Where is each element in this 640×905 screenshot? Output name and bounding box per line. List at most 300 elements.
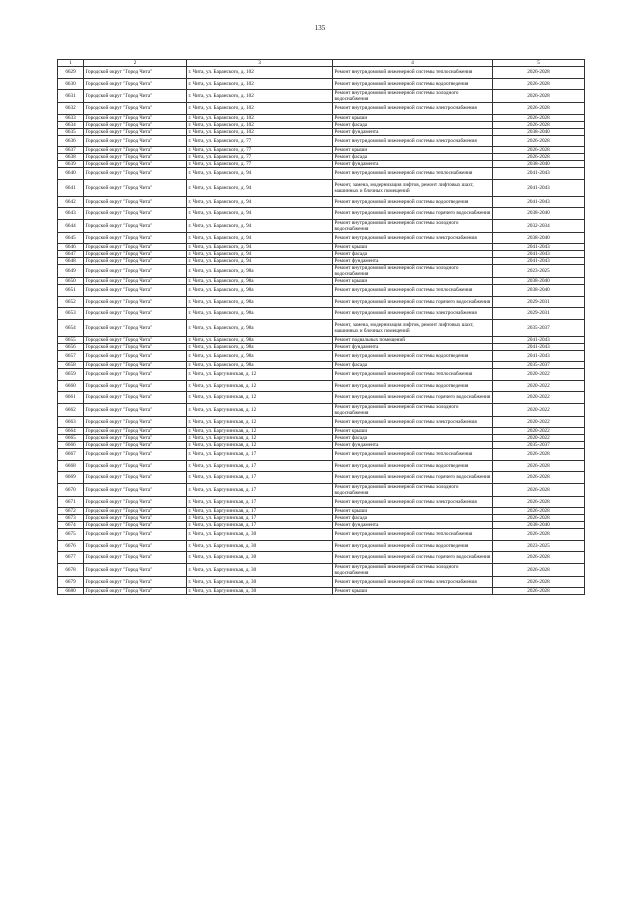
row-number: 6636 — [58, 135, 84, 147]
row-number: 6660 — [58, 380, 84, 392]
header-col-5: 5 — [493, 60, 585, 67]
work-type: Ремонт фасада — [333, 121, 493, 128]
address: г. Чита, ул. Баранского, д. 77 — [187, 147, 333, 154]
period: 2041-2043 — [493, 196, 585, 208]
period: 2026-2028 — [493, 154, 585, 161]
work-type: Ремонт внутридомовой инженерной системы горячего водоснабжения — [333, 208, 493, 220]
period: 2041-2043 — [493, 168, 585, 180]
table-row — [58, 319, 585, 336]
period: 2026-2028 — [493, 460, 585, 472]
address: г. Чита, ул. Баранского, д. 94 — [187, 219, 333, 232]
address: г. Чита, ул. Баранского, д. 98а — [187, 319, 333, 336]
address: г. Чита, ул. Баранского, д. 77 — [187, 154, 333, 161]
municipality: Городской округ "Город Чита" — [84, 540, 187, 552]
work-type: Ремонт внутридомовой инженерной системы холодного водоснабжения — [333, 483, 493, 496]
address: г. Чита, ул. Баранского, д. 94 — [187, 179, 333, 196]
work-type: Ремонт крыши — [333, 428, 493, 435]
period: 2026-2028 — [493, 78, 585, 90]
work-type: Ремонт внутридомовой инженерной системы теплоснабжения — [333, 285, 493, 297]
period: 2026-2028 — [493, 90, 585, 103]
period: 2038-2040 — [493, 208, 585, 220]
address: г. Чита, ул. Баранского, д. 94 — [187, 251, 333, 258]
period: 2020-2022 — [493, 380, 585, 392]
table-row — [58, 208, 585, 220]
period: 2035-2037 — [493, 362, 585, 369]
period: 2026-2028 — [493, 496, 585, 508]
work-type: Ремонт фасада — [333, 251, 493, 258]
table-row — [58, 285, 585, 297]
row-number: 6658 — [58, 362, 84, 369]
address: г. Чита, ул. Баргузинская, д. 30 — [187, 563, 333, 576]
municipality: Городской округ "Город Чита" — [84, 296, 187, 308]
municipality: Городской округ "Город Чита" — [84, 154, 187, 161]
address: г. Чита, ул. Баргузинская, д. 17 — [187, 449, 333, 461]
row-number: 6676 — [58, 540, 84, 552]
municipality: Городской округ "Город Чита" — [84, 496, 187, 508]
work-type: Ремонт внутридомовой инженерной системы горячего водоснабжения — [333, 392, 493, 404]
table-row — [58, 196, 585, 208]
municipality: Городской округ "Город Чита" — [84, 362, 187, 369]
municipality: Городской округ "Город Чита" — [84, 576, 187, 588]
table-row — [58, 403, 585, 416]
municipality: Городской округ "Город Чита" — [84, 90, 187, 103]
row-number: 6671 — [58, 496, 84, 508]
table-row — [58, 336, 585, 343]
row-number: 6631 — [58, 90, 84, 103]
period: 2026-2028 — [493, 552, 585, 564]
period: 2041-2043 — [493, 343, 585, 350]
address: г. Чита, ул. Баргузинская, д. 12 — [187, 392, 333, 404]
period: 2038-2040 — [493, 232, 585, 244]
municipality: Городской округ "Город Чита" — [84, 449, 187, 461]
period: 2038-2040 — [493, 128, 585, 135]
row-number: 6680 — [58, 588, 84, 595]
table-row — [58, 576, 585, 588]
municipality: Городской округ "Город Чита" — [84, 472, 187, 484]
table-row — [58, 442, 585, 449]
row-number: 6674 — [58, 522, 84, 529]
row-number: 6661 — [58, 392, 84, 404]
municipality: Городской округ "Город Чита" — [84, 403, 187, 416]
address: г. Чита, ул. Баранского, д. 98а — [187, 296, 333, 308]
row-number: 6650 — [58, 278, 84, 285]
header-col-4: 4 — [333, 60, 493, 67]
address: г. Чита, ул. Баргузинская, д. 17 — [187, 483, 333, 496]
period: 2020-2022 — [493, 369, 585, 381]
row-number: 6632 — [58, 103, 84, 115]
table-row — [58, 522, 585, 529]
row-number: 6640 — [58, 168, 84, 180]
work-type: Ремонт внутридомовой инженерной системы холодного водоснабжения — [333, 265, 493, 278]
row-number: 6665 — [58, 435, 84, 442]
address: г. Чита, ул. Баранского, д. 102 — [187, 90, 333, 103]
work-type: Ремонт внутридомовой инженерной системы электроснабжения — [333, 416, 493, 428]
municipality: Городской округ "Город Чита" — [84, 121, 187, 128]
address: г. Чита, ул. Баранского, д. 94 — [187, 168, 333, 180]
address: г. Чита, ул. Баргузинская, д. 17 — [187, 460, 333, 472]
address: г. Чита, ул. Баранского, д. 102 — [187, 114, 333, 121]
header-col-1: 1 — [58, 60, 84, 67]
work-type: Ремонт внутридомовой инженерной системы теплоснабжения — [333, 449, 493, 461]
table-row — [58, 121, 585, 128]
municipality: Городской округ "Город Чита" — [84, 114, 187, 121]
period: 2032-2034 — [493, 219, 585, 232]
work-type: Ремонт внутридомовой инженерной системы водоотведения — [333, 460, 493, 472]
table-row — [58, 78, 585, 90]
municipality: Городской округ "Город Чита" — [84, 196, 187, 208]
table-row — [58, 472, 585, 484]
period: 2041-2043 — [493, 258, 585, 265]
period: 2026-2028 — [493, 147, 585, 154]
work-type: Ремонт крыши — [333, 588, 493, 595]
period: 2041-2043 — [493, 179, 585, 196]
period: 2041-2043 — [493, 244, 585, 251]
municipality: Городской округ "Город Чита" — [84, 147, 187, 154]
municipality: Городской округ "Город Чита" — [84, 563, 187, 576]
period: 2026-2028 — [493, 576, 585, 588]
row-number: 6677 — [58, 552, 84, 564]
period: 2026-2028 — [493, 121, 585, 128]
address: г. Чита, ул. Баранского, д. 98а — [187, 350, 333, 362]
work-type: Ремонт подвальных помещений — [333, 336, 493, 343]
work-type: Ремонт внутридомовой инженерной системы горячего водоснабжения — [333, 552, 493, 564]
row-number: 6662 — [58, 403, 84, 416]
period: 2035-2037 — [493, 319, 585, 336]
table-row — [58, 244, 585, 251]
period: 2041-2043 — [493, 336, 585, 343]
address: г. Чита, ул. Баргузинская, д. 30 — [187, 540, 333, 552]
row-number: 6670 — [58, 483, 84, 496]
row-number: 6659 — [58, 369, 84, 381]
address: г. Чита, ул. Баранского, д. 98а — [187, 362, 333, 369]
table-row — [58, 219, 585, 232]
period: 2020-2022 — [493, 428, 585, 435]
municipality: Городской округ "Город Чита" — [84, 416, 187, 428]
work-type: Ремонт внутридомовой инженерной системы теплоснабжения — [333, 369, 493, 381]
table-row — [58, 296, 585, 308]
period: 2020-2022 — [493, 392, 585, 404]
table-row — [58, 460, 585, 472]
work-type: Ремонт внутридомовой инженерной системы электроснабжения — [333, 308, 493, 320]
period: 2026-2028 — [493, 563, 585, 576]
table-row — [58, 168, 585, 180]
table-row — [58, 435, 585, 442]
table-row — [58, 563, 585, 576]
table-row — [58, 278, 585, 285]
table-row — [58, 380, 585, 392]
row-number: 6642 — [58, 196, 84, 208]
period: 2038-2040 — [493, 522, 585, 529]
header-col-3: 3 — [187, 60, 333, 67]
municipality: Городской округ "Город Чита" — [84, 336, 187, 343]
row-number: 6647 — [58, 251, 84, 258]
row-number: 6672 — [58, 508, 84, 515]
table-row — [58, 515, 585, 522]
row-number: 6641 — [58, 179, 84, 196]
work-type: Ремонт внутридомовой инженерной системы водоотведения — [333, 380, 493, 392]
table-row — [58, 508, 585, 515]
work-type: Ремонт крыши — [333, 244, 493, 251]
row-number: 6639 — [58, 161, 84, 168]
municipality: Городской округ "Город Чита" — [84, 380, 187, 392]
municipality: Городской округ "Город Чита" — [84, 392, 187, 404]
municipality: Городской округ "Город Чита" — [84, 343, 187, 350]
period: 2041-2043 — [493, 251, 585, 258]
row-number: 6663 — [58, 416, 84, 428]
row-number: 6629 — [58, 67, 84, 79]
work-type: Ремонт фасада — [333, 362, 493, 369]
work-type: Ремонт внутридомовой инженерной системы холодного водоснабжения — [333, 403, 493, 416]
address: г. Чита, ул. Баргузинская, д. 12 — [187, 428, 333, 435]
row-number: 6646 — [58, 244, 84, 251]
address: г. Чита, ул. Баранского, д. 98а — [187, 278, 333, 285]
row-number: 6649 — [58, 265, 84, 278]
repair-schedule-table — [57, 59, 585, 595]
municipality: Городской округ "Город Чита" — [84, 460, 187, 472]
period: 2038-2040 — [493, 278, 585, 285]
municipality: Городской округ "Город Чита" — [84, 251, 187, 258]
period: 2026-2028 — [493, 515, 585, 522]
work-type: Ремонт фундамента — [333, 343, 493, 350]
row-number: 6635 — [58, 128, 84, 135]
municipality: Городской округ "Город Чита" — [84, 168, 187, 180]
period: 2041-2043 — [493, 350, 585, 362]
table-row — [58, 154, 585, 161]
address: г. Чита, ул. Баргузинская, д. 12 — [187, 403, 333, 416]
municipality: Городской округ "Город Чита" — [84, 428, 187, 435]
period: 2026-2028 — [493, 483, 585, 496]
address: г. Чита, ул. Баранского, д. 77 — [187, 135, 333, 147]
row-number: 6678 — [58, 563, 84, 576]
period: 2026-2028 — [493, 508, 585, 515]
address: г. Чита, ул. Баргузинская, д. 30 — [187, 576, 333, 588]
row-number: 6630 — [58, 78, 84, 90]
address: г. Чита, ул. Баранского, д. 102 — [187, 121, 333, 128]
period: 2026-2028 — [493, 114, 585, 121]
work-type: Ремонт фундамента — [333, 161, 493, 168]
address: г. Чита, ул. Баранского, д. 77 — [187, 161, 333, 168]
row-number: 6645 — [58, 232, 84, 244]
row-number: 6656 — [58, 343, 84, 350]
table-row — [58, 369, 585, 381]
municipality: Городской округ "Город Чита" — [84, 135, 187, 147]
work-type: Ремонт внутридомовой инженерной системы горячего водоснабжения — [333, 472, 493, 484]
row-number: 6652 — [58, 296, 84, 308]
table-row — [58, 161, 585, 168]
work-type: Ремонт крыши — [333, 278, 493, 285]
municipality: Городской округ "Город Чита" — [84, 435, 187, 442]
work-type: Ремонт внутридомовой инженерной системы холодного водоснабжения — [333, 563, 493, 576]
work-type: Ремонт внутридомовой инженерной системы водоотведения — [333, 540, 493, 552]
address: г. Чита, ул. Баранского, д. 98а — [187, 343, 333, 350]
address: г. Чита, ул. Баргузинская, д. 30 — [187, 529, 333, 541]
address: г. Чита, ул. Баранского, д. 94 — [187, 208, 333, 220]
address: г. Чита, ул. Баранского, д. 98а — [187, 265, 333, 278]
page-number: 135 — [314, 24, 326, 32]
address: г. Чита, ул. Баранского, д. 102 — [187, 128, 333, 135]
address: г. Чита, ул. Баргузинская, д. 30 — [187, 552, 333, 564]
period: 2020-2022 — [493, 403, 585, 416]
work-type: Ремонт крыши — [333, 508, 493, 515]
table-row — [58, 529, 585, 541]
address: г. Чита, ул. Баргузинская, д. 17 — [187, 496, 333, 508]
municipality: Городской округ "Город Чита" — [84, 285, 187, 297]
municipality: Городской округ "Город Чита" — [84, 208, 187, 220]
table-row — [58, 483, 585, 496]
municipality: Городской округ "Город Чита" — [84, 515, 187, 522]
work-type: Ремонт фасада — [333, 154, 493, 161]
work-type: Ремонт внутридомовой инженерной системы теплоснабжения — [333, 67, 493, 79]
municipality: Городской округ "Город Чита" — [84, 319, 187, 336]
municipality: Городской округ "Город Чита" — [84, 232, 187, 244]
address: г. Чита, ул. Баранского, д. 94 — [187, 232, 333, 244]
table-row — [58, 449, 585, 461]
period: 2020-2022 — [493, 435, 585, 442]
row-number: 6666 — [58, 442, 84, 449]
work-type: Ремонт внутридомовой инженерной системы горячего водоснабжения — [333, 296, 493, 308]
period: 2026-2028 — [493, 449, 585, 461]
municipality: Городской округ "Город Чита" — [84, 179, 187, 196]
address: г. Чита, ул. Баранского, д. 98а — [187, 336, 333, 343]
work-type: Ремонт, замена, модернизация лифтов, ремонт лифтовых шахт, машинных и блочных помещений — [333, 319, 493, 336]
municipality: Городской округ "Город Чита" — [84, 103, 187, 115]
address: г. Чита, ул. Баргузинская, д. 17 — [187, 472, 333, 484]
row-number: 6638 — [58, 154, 84, 161]
work-type: Ремонт фундамента — [333, 442, 493, 449]
address: г. Чита, ул. Баргузинская, д. 12 — [187, 442, 333, 449]
address: г. Чита, ул. Баранского, д. 94 — [187, 196, 333, 208]
row-number: 6654 — [58, 319, 84, 336]
address: г. Чита, ул. Баргузинская, д. 12 — [187, 435, 333, 442]
row-number: 6643 — [58, 208, 84, 220]
work-type: Ремонт фасада — [333, 435, 493, 442]
address: г. Чита, ул. Баргузинская, д. 17 — [187, 515, 333, 522]
municipality: Городской округ "Город Чита" — [84, 369, 187, 381]
municipality: Городской округ "Город Чита" — [84, 508, 187, 515]
municipality: Городской округ "Город Чита" — [84, 552, 187, 564]
address: г. Чита, ул. Баранского, д. 98а — [187, 308, 333, 320]
table-row — [58, 147, 585, 154]
work-type: Ремонт внутридомовой инженерной системы электроснабжения — [333, 135, 493, 147]
table-row — [58, 350, 585, 362]
period: 2026-2028 — [493, 529, 585, 541]
header-col-2: 2 — [84, 60, 187, 67]
row-number: 6651 — [58, 285, 84, 297]
table-row — [58, 251, 585, 258]
municipality: Городской округ "Город Чита" — [84, 265, 187, 278]
row-number: 6657 — [58, 350, 84, 362]
table-row — [58, 588, 585, 595]
work-type: Ремонт внутридомовой инженерной системы электроснабжения — [333, 103, 493, 115]
table-row — [58, 232, 585, 244]
row-number: 6653 — [58, 308, 84, 320]
municipality: Городской округ "Город Чита" — [84, 219, 187, 232]
period: 2023-2025 — [493, 540, 585, 552]
address: г. Чита, ул. Баранского, д. 102 — [187, 78, 333, 90]
address: г. Чита, ул. Баранского, д. 102 — [187, 103, 333, 115]
work-type: Ремонт внутридомовой инженерной системы электроснабжения — [333, 496, 493, 508]
table-row — [58, 416, 585, 428]
work-type: Ремонт фундамента — [333, 522, 493, 529]
municipality: Городской округ "Город Чита" — [84, 308, 187, 320]
table-row — [58, 392, 585, 404]
municipality: Городской округ "Город Чита" — [84, 588, 187, 595]
row-number: 6675 — [58, 529, 84, 541]
period: 2026-2028 — [493, 472, 585, 484]
row-number: 6644 — [58, 219, 84, 232]
work-type: Ремонт внутридомовой инженерной системы водоотведения — [333, 350, 493, 362]
row-number: 6668 — [58, 460, 84, 472]
municipality: Городской округ "Город Чита" — [84, 244, 187, 251]
municipality: Городской округ "Город Чита" — [84, 278, 187, 285]
address: г. Чита, ул. Баргузинская, д. 12 — [187, 416, 333, 428]
table-row — [58, 114, 585, 121]
work-type: Ремонт фасада — [333, 515, 493, 522]
period: 2038-2040 — [493, 285, 585, 297]
address: г. Чита, ул. Баргузинская, д. 17 — [187, 522, 333, 529]
row-number: 6648 — [58, 258, 84, 265]
period: 2029-2031 — [493, 296, 585, 308]
municipality: Городской округ "Город Чита" — [84, 522, 187, 529]
table-row — [58, 258, 585, 265]
table-row — [58, 265, 585, 278]
period: 2026-2028 — [493, 103, 585, 115]
table-row — [58, 496, 585, 508]
address: г. Чита, ул. Баранского, д. 98а — [187, 285, 333, 297]
work-type: Ремонт внутридомовой инженерной системы холодного водоснабжения — [333, 219, 493, 232]
row-number: 6634 — [58, 121, 84, 128]
row-number: 6655 — [58, 336, 84, 343]
work-type: Ремонт крыши — [333, 147, 493, 154]
table-row — [58, 128, 585, 135]
table-row — [58, 179, 585, 196]
address: г. Чита, ул. Баргузинская, д. 17 — [187, 508, 333, 515]
municipality: Городской округ "Город Чита" — [84, 161, 187, 168]
address: г. Чита, ул. Баранского, д. 102 — [187, 67, 333, 79]
work-type: Ремонт внутридомовой инженерной системы водоотведения — [333, 196, 493, 208]
work-type: Ремонт внутридомовой инженерной системы водоотведения — [333, 78, 493, 90]
row-number: 6667 — [58, 449, 84, 461]
period: 2023-2025 — [493, 265, 585, 278]
table-row — [58, 428, 585, 435]
table-row — [58, 540, 585, 552]
address: г. Чита, ул. Баргузинская, д. 12 — [187, 380, 333, 392]
period: 2035-2037 — [493, 442, 585, 449]
municipality: Городской округ "Город Чита" — [84, 529, 187, 541]
period: 2038-2040 — [493, 161, 585, 168]
table-row — [58, 90, 585, 103]
municipality: Городской округ "Город Чита" — [84, 258, 187, 265]
municipality: Городской округ "Город Чита" — [84, 67, 187, 79]
header-row — [58, 60, 585, 67]
work-type: Ремонт внутридомовой инженерной системы холодного водоснабжения — [333, 90, 493, 103]
work-type: Ремонт фундамента — [333, 128, 493, 135]
municipality: Городской округ "Город Чита" — [84, 128, 187, 135]
table-row — [58, 135, 585, 147]
period: 2026-2028 — [493, 588, 585, 595]
row-number: 6637 — [58, 147, 84, 154]
work-type: Ремонт крыши — [333, 114, 493, 121]
address: г. Чита, ул. Баргузинская, д. 30 — [187, 588, 333, 595]
table-row — [58, 308, 585, 320]
period: 2029-2031 — [493, 308, 585, 320]
municipality: Городской округ "Город Чита" — [84, 350, 187, 362]
period: 2026-2028 — [493, 135, 585, 147]
work-type: Ремонт фундамента — [333, 258, 493, 265]
table-row — [58, 552, 585, 564]
municipality: Городской округ "Город Чита" — [84, 78, 187, 90]
row-number: 6633 — [58, 114, 84, 121]
